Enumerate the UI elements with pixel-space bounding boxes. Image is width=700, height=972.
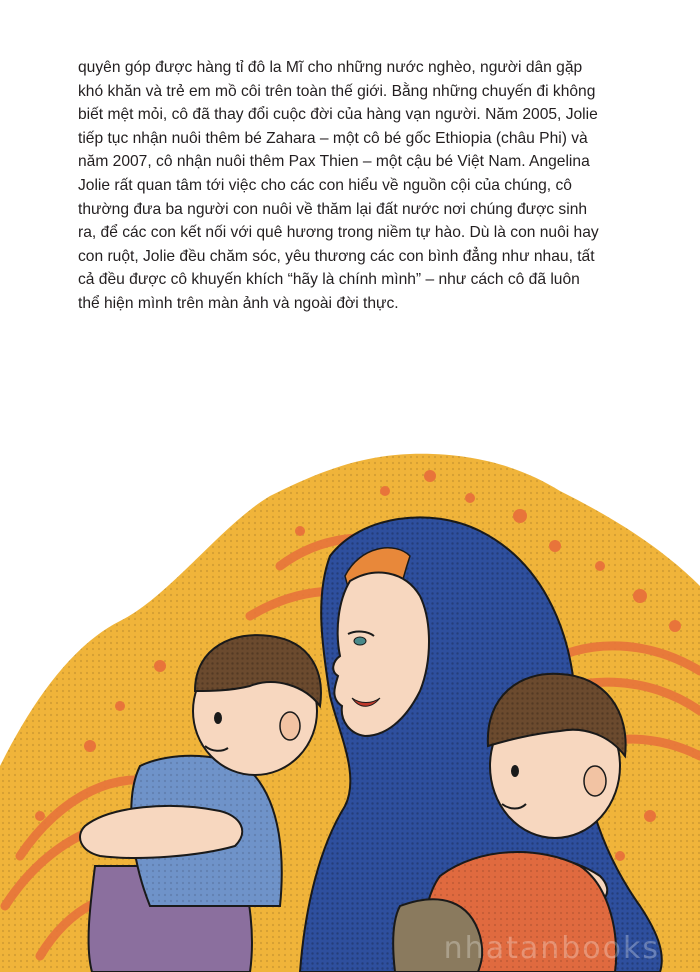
paragraph-line: con ruột, Jolie đều chăm sóc, yêu thương các con bình đẳng như nhau, tất (78, 247, 595, 265)
illustration-mother-and-children (0, 436, 700, 972)
paragraph-line: ra, để các con kết nối với quê hương trong niềm tự hào. Dù là con nuôi hay (78, 224, 599, 242)
paragraph-line: thể hiện mình trên màn ảnh và ngoài đời thực. (78, 294, 399, 312)
paragraph-line: Jolie rất quan tâm tới việc cho các con hiểu về nguồn cội của chúng, cô (78, 176, 572, 194)
paragraph-line: biết mệt mỏi, cô đã thay đổi cuộc đời của hàng vạn người. Năm 2005, Jolie (78, 106, 598, 124)
paragraph-line: quyên góp được hàng tỉ đô la Mĩ cho những nước nghèo, người dân gặp (78, 59, 583, 76)
paragraph-line: cả đều được cô khuyến khích “hãy là chính mình” – như cách cô đã luôn (78, 271, 580, 289)
publisher-watermark: nhatanbooks (443, 931, 660, 966)
paragraph-line: năm 2007, cô nhận nuôi thêm Pax Thien – một cậu bé Việt Nam. Angelina (78, 153, 590, 171)
paragraph-line: khó khăn và trẻ em mồ côi trên toàn thế giới. Bằng những chuyến đi không (78, 82, 596, 100)
paragraph-line: tiếp tục nhận nuôi thêm bé Zahara – một cô bé gốc Ethiopia (châu Phi) và (78, 129, 588, 147)
paragraph-line: thường đưa ba người con nuôi về thăm lại đất nước nơi chúng được sinh (78, 200, 588, 218)
body-paragraph (78, 56, 684, 316)
